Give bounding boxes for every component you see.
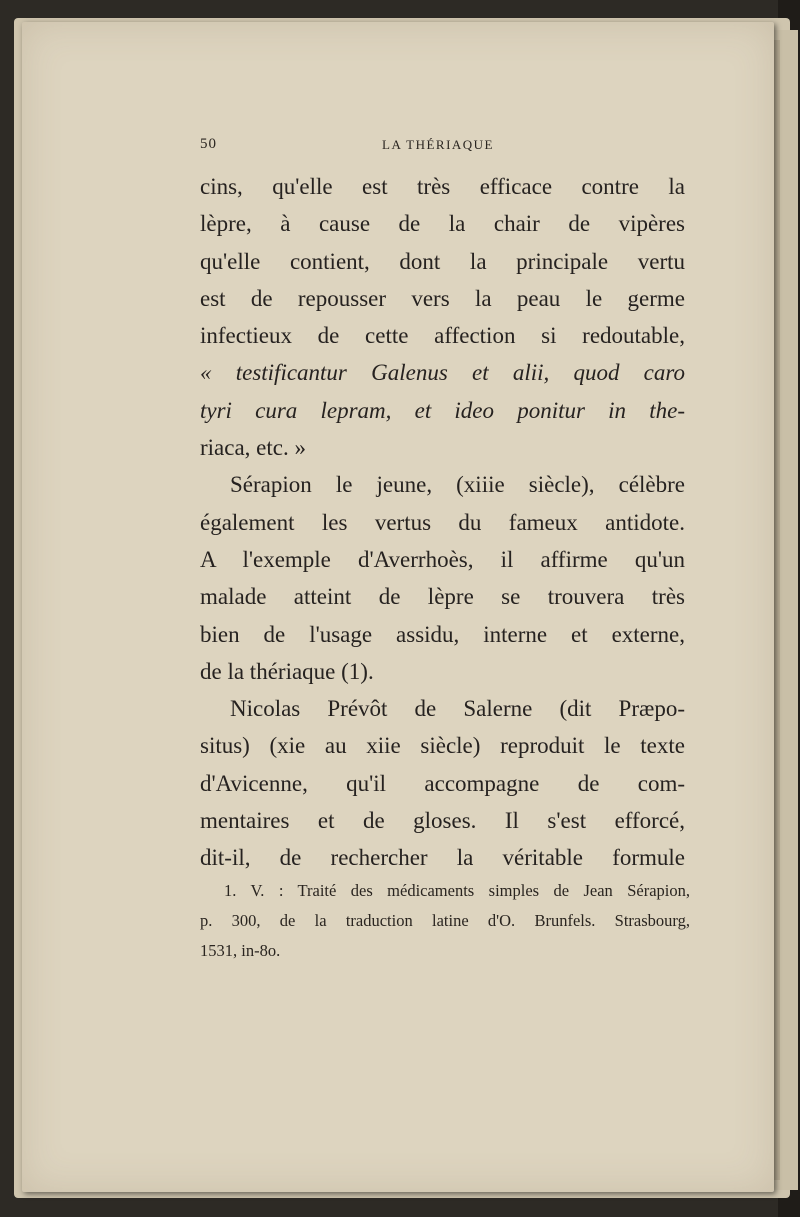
page-number: 50	[200, 136, 217, 152]
text-line: bien de l'usage assidu, interne et externe,	[200, 621, 685, 647]
text-line: lèpre, à cause de la chair de vipères	[200, 211, 685, 237]
latin-quote-end: riaca, etc. »	[200, 435, 306, 461]
page-header	[200, 136, 685, 160]
text-line: cins, qu'elle est très efficace contre la	[200, 174, 685, 199]
footnote	[200, 876, 690, 966]
text-line: également les vertus du fameux antidote.	[200, 509, 685, 535]
text-line: mentaires et de gloses. Il s'est efforcé,	[200, 808, 685, 834]
paragraph-start: Nicolas Prévôt de Salerne (dit Præpo-	[230, 696, 685, 722]
text-line: dit-il, de rechercher la véritable formule	[200, 845, 685, 871]
body-text	[200, 168, 685, 877]
footnote-line: 1531, in-8o.	[200, 941, 281, 960]
running-title: LA THÉRIAQUE	[382, 137, 495, 152]
footnote-line: 1. V. : Traité des médicaments simples de Jean Sérapion,	[224, 881, 690, 900]
latin-quote-line: tyri cura lepram, et ideo ponitur in the-	[200, 397, 685, 423]
latin-quote-line: « testificantur Galenus et alii, quod caro	[200, 360, 685, 386]
text-line: est de repousser vers la peau le germe	[200, 285, 685, 311]
text-line: situs) (xie au xiie siècle) reproduit le texte	[200, 733, 685, 759]
text-line: infectieux de cette affection si redoutable,	[200, 323, 685, 349]
paragraph-start: Sérapion le jeune, (xiiie siècle), célèbre	[230, 472, 685, 498]
text-line: malade atteint de lèpre se trouvera très	[200, 584, 685, 610]
text-line: qu'elle contient, dont la principale vertu	[200, 248, 685, 274]
text-line: A l'exemple d'Averrhoès, il affirme qu'un	[200, 546, 685, 572]
footnote-line: p. 300, de la traduction latine d'O. Brunfels. Strasbourg,	[200, 911, 690, 930]
text-line: d'Avicenne, qu'il accompagne de com-	[200, 770, 685, 796]
text-line-end: de la thériaque (1).	[200, 658, 374, 684]
